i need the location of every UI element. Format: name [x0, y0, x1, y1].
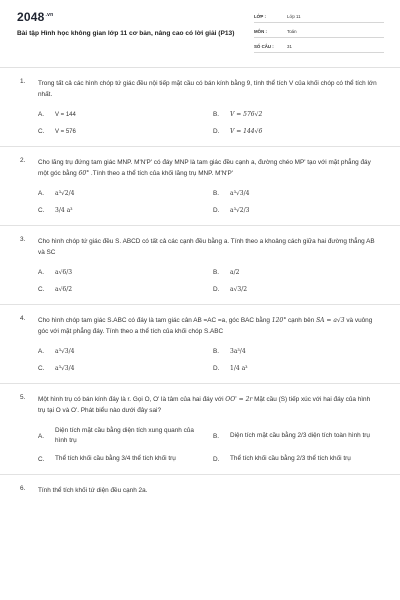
option-letter: A. [38, 269, 45, 276]
answer-option-a[interactable] [38, 268, 213, 277]
option-text: Diện tích mặt cầu bằng 2/3 diện tích toàn hình trụ [230, 432, 370, 439]
answer-option-b[interactable] [213, 189, 383, 198]
page-header [0, 0, 400, 66]
question-6 [0, 485, 400, 496]
option-letter: B. [213, 432, 220, 440]
answer-option-d[interactable] [213, 206, 383, 215]
option-text: V = 576 [55, 128, 76, 135]
option-letter: D. [213, 207, 220, 214]
question-2 [0, 157, 400, 215]
meta-row-class [254, 11, 384, 23]
option-text: 3/4 a³ [55, 207, 73, 214]
option-text: a³√2/3 [230, 207, 250, 214]
option-letter: A. [38, 190, 45, 197]
answer-options [38, 347, 378, 373]
option-letter: C. [38, 455, 45, 463]
meta-label: MÔN : [254, 29, 267, 34]
answer-option-d[interactable] [213, 364, 383, 373]
answer-option-b[interactable] [213, 347, 383, 356]
answer-option-a[interactable] [38, 189, 213, 198]
page-title: Bài tập Hình học không gian lớp 11 cơ bản, nâng cao có lời giải (P13) [17, 30, 235, 37]
option-letter: B. [213, 348, 220, 355]
answer-option-d[interactable] [213, 454, 383, 464]
question-divider [0, 146, 400, 147]
answer-option-c[interactable] [38, 454, 213, 464]
option-letter: C. [38, 286, 45, 293]
question-5 [0, 394, 400, 464]
option-text: V = 144 [55, 111, 76, 118]
question-text: Cho lăng trụ đứng tam giác MNP. M'N'P' có đáy MNP là tam giác đều cạnh a, đường chéo MP' tạo với mặt phẳng đáy một góc bằng 60° .Tính theo a thể tích của khối lăng trụ MNP. M'N'P' [38, 159, 371, 177]
question-text: Tính thể tích khối tứ diện đều cạnh 2a. [38, 487, 148, 494]
question-text: Một hình trụ có bán kính đáy là r. Gọi O, O' là tâm của hai đáy với OO' = 2r Mặt cầu (S) tiếp xúc với hai đáy của hình trụ tại O và O'. Phát biểu nào dưới đây sai? [38, 396, 371, 414]
answer-option-b[interactable] [213, 110, 383, 119]
option-letter: A. [38, 348, 45, 355]
question-divider [0, 474, 400, 475]
option-text: a³√2/4 [55, 190, 75, 197]
question-text: Cho hình chóp tứ giác đều S. ABCD có tất cả các cạnh đều bằng a. Tính theo a khoảng cách giữa hai đường thẳng AB và SC [38, 238, 375, 256]
answer-option-a[interactable] [38, 110, 213, 119]
answer-option-b[interactable] [213, 426, 383, 446]
answer-option-c[interactable] [38, 364, 213, 373]
option-text: V = 144√6 [230, 128, 263, 135]
math-expression: SA = a√3 [316, 317, 345, 324]
option-letter: D. [213, 286, 220, 293]
option-text: a³√3/4 [55, 365, 75, 372]
answer-option-c[interactable] [38, 127, 213, 136]
meta-row-count [254, 41, 384, 53]
option-text: a³√3/4 [230, 190, 250, 197]
option-letter: D. [213, 455, 220, 463]
question-number: 5. [20, 394, 26, 401]
question-1 [0, 78, 400, 136]
option-text: a√3/2 [230, 286, 248, 293]
meta-label: SỐ CÂU : [254, 44, 274, 49]
question-4 [0, 315, 400, 373]
option-text: a√6/3 [55, 269, 73, 276]
option-text: Thể tích khối cầu bằng 2/3 thể tích khối trụ [230, 455, 351, 462]
question-list [0, 78, 400, 496]
option-text: Diện tích mặt cầu bằng diện tích xung quanh của hình trụ [55, 427, 194, 444]
question-text: Trong tất cả các hình chóp tứ giác đều nội tiếp mặt cầu có bán kính bằng 9, tính thể tích V của khối chóp có thể tích lớn nhất. [38, 80, 377, 98]
answer-options [38, 426, 378, 464]
meta-panel [254, 11, 384, 56]
option-letter: D. [213, 128, 220, 135]
answer-option-c[interactable] [38, 285, 213, 294]
option-letter: C. [38, 207, 45, 214]
answer-option-d[interactable] [213, 127, 383, 136]
option-letter: A. [38, 111, 45, 118]
answer-options [38, 189, 378, 215]
math-expression: 120° [271, 317, 287, 324]
meta-row-subject [254, 26, 384, 38]
question-text: Cho hình chóp tam giác S.ABC có đáy là tam giác cân AB =AC =a, góc BAC bằng 120° cạnh bên SA = a√3 và vuông góc với mặt phẳng đáy. Tính theo a thể tích của khối chóp S.ABC [38, 317, 373, 335]
question-number: 4. [20, 315, 26, 322]
option-text: V = 576√2 [230, 111, 263, 118]
question-divider [0, 304, 400, 305]
question-number: 3. [20, 236, 26, 243]
header-divider [0, 67, 400, 68]
math-expression: 60° [78, 170, 90, 177]
option-letter: B. [213, 269, 220, 276]
option-letter: D. [213, 365, 220, 372]
answer-options [38, 110, 378, 136]
answer-options [38, 268, 378, 294]
option-letter: B. [213, 190, 220, 197]
question-number: 6. [20, 485, 26, 492]
answer-option-c[interactable] [38, 206, 213, 215]
question-divider [0, 383, 400, 384]
math-expression: OO' = 2r [225, 396, 253, 403]
option-text: 3a³/4 [230, 348, 246, 355]
question-3 [0, 236, 400, 294]
meta-label: LỚP : [254, 14, 266, 19]
answer-option-b[interactable] [213, 268, 383, 277]
question-number: 1. [20, 78, 26, 85]
site-logo[interactable]: $2048^{.vn}$ [17, 10, 54, 24]
option-text: a³√3/4 [55, 348, 75, 355]
option-letter: A. [38, 432, 45, 440]
question-number: 2. [20, 157, 26, 164]
option-letter: C. [38, 128, 45, 135]
option-text: a/2 [230, 269, 240, 276]
meta-value: Toán [287, 29, 297, 34]
option-text: Thể tích khối cầu bằng 3/4 thể tích khối trụ [55, 455, 176, 462]
answer-option-d[interactable] [213, 285, 383, 294]
answer-option-a[interactable] [38, 426, 213, 446]
meta-value: 31 [287, 44, 292, 49]
option-text: a√6/2 [55, 286, 73, 293]
option-text: 1/4 a³ [230, 365, 248, 372]
question-divider [0, 225, 400, 226]
answer-option-a[interactable] [38, 347, 213, 356]
option-letter: C. [38, 365, 45, 372]
option-letter: B. [213, 111, 220, 118]
meta-value: Lớp 11 [287, 14, 301, 19]
